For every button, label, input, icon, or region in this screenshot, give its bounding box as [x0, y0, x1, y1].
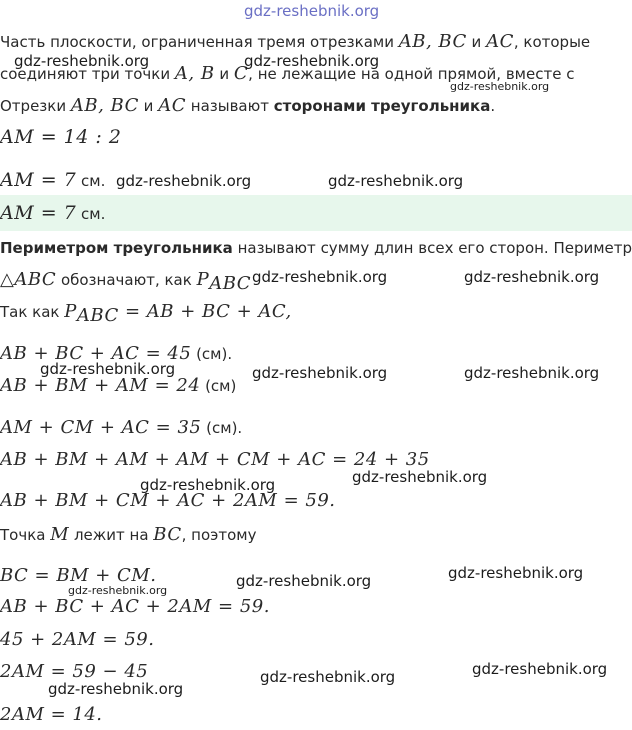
equation-am-result: AM = 7 см.	[0, 169, 106, 191]
equation-am-division: AM = 14 : 2	[0, 126, 122, 148]
watermark: gdz-reshebnik.org	[328, 172, 464, 190]
equation-substitution: AB + BC + AC + 2AM = 59.	[0, 596, 270, 617]
watermark: gdz-reshebnik.org	[252, 268, 388, 286]
equation-sum-abc: AB + BC + AC = 45 (см).	[0, 343, 233, 364]
watermark: gdz-reshebnik.org	[352, 468, 488, 486]
watermark: gdz-reshebnik.org	[472, 660, 608, 678]
equation-2am-diff: 2AM = 59 − 45	[0, 661, 149, 682]
definition-line-2: соединяют три точки A, B и C, не лежащие на одной прямой, вместе с	[0, 63, 575, 84]
watermark: gdz-reshebnik.org	[68, 584, 168, 597]
equation-combined: AB + BM + AM + AM + CM + AC = 24 + 35	[0, 449, 430, 470]
equation-45-plus: 45 + 2AM = 59.	[0, 629, 155, 650]
watermark: gdz-reshebnik.org	[244, 52, 380, 70]
watermark: gdz-reshebnik.org	[116, 172, 252, 190]
watermark: gdz-reshebnik.org	[260, 668, 396, 686]
watermark: gdz-reshebnik.org	[140, 476, 276, 494]
definition-line-1: Часть плоскости, ограниченная тремя отрезками AB, BC и AC, которые	[0, 31, 591, 52]
watermark-top: gdz-reshebnik.org	[244, 2, 380, 20]
equation-2am-result: 2AM = 14.	[0, 704, 103, 725]
watermark: gdz-reshebnik.org	[48, 680, 184, 698]
watermark: gdz-reshebnik.org	[464, 268, 600, 286]
watermark: gdz-reshebnik.org	[236, 572, 372, 590]
equation-am-answer: AM = 7 см.	[0, 202, 106, 224]
equation-combined-simplified: AB + BM + CM + AC + 2AM = 59.	[0, 490, 336, 511]
watermark: gdz-reshebnik.org	[14, 52, 150, 70]
perimeter-line-2: △ABC обозначают, как $P_{ABC}$	[0, 269, 252, 294]
equation-sum-acm: AM + CM + AC = 35 (см).	[0, 417, 243, 438]
equation-bc-split: BC = BM + CM.	[0, 565, 157, 586]
definition-line-3: Отрезки AB, BC и AC называют сторонами треугольника.	[0, 95, 496, 116]
perimeter-line-1: Периметром треугольника называют сумму длин всех его сторон. Периметр	[0, 239, 632, 257]
equation-sum-abm: AB + BM + AM = 24 (см)	[0, 375, 237, 396]
point-m-line: Точка M лежит на BC, поэтому	[0, 524, 257, 545]
watermark: gdz-reshebnik.org	[448, 564, 584, 582]
watermark: gdz-reshebnik.org	[464, 364, 600, 382]
watermark: gdz-reshebnik.org	[252, 364, 388, 382]
watermark: gdz-reshebnik.org	[450, 80, 550, 93]
watermark: gdz-reshebnik.org	[40, 360, 176, 378]
since-line: Так как $P_{ABC}$ = AB + BC + AC,	[0, 301, 292, 326]
